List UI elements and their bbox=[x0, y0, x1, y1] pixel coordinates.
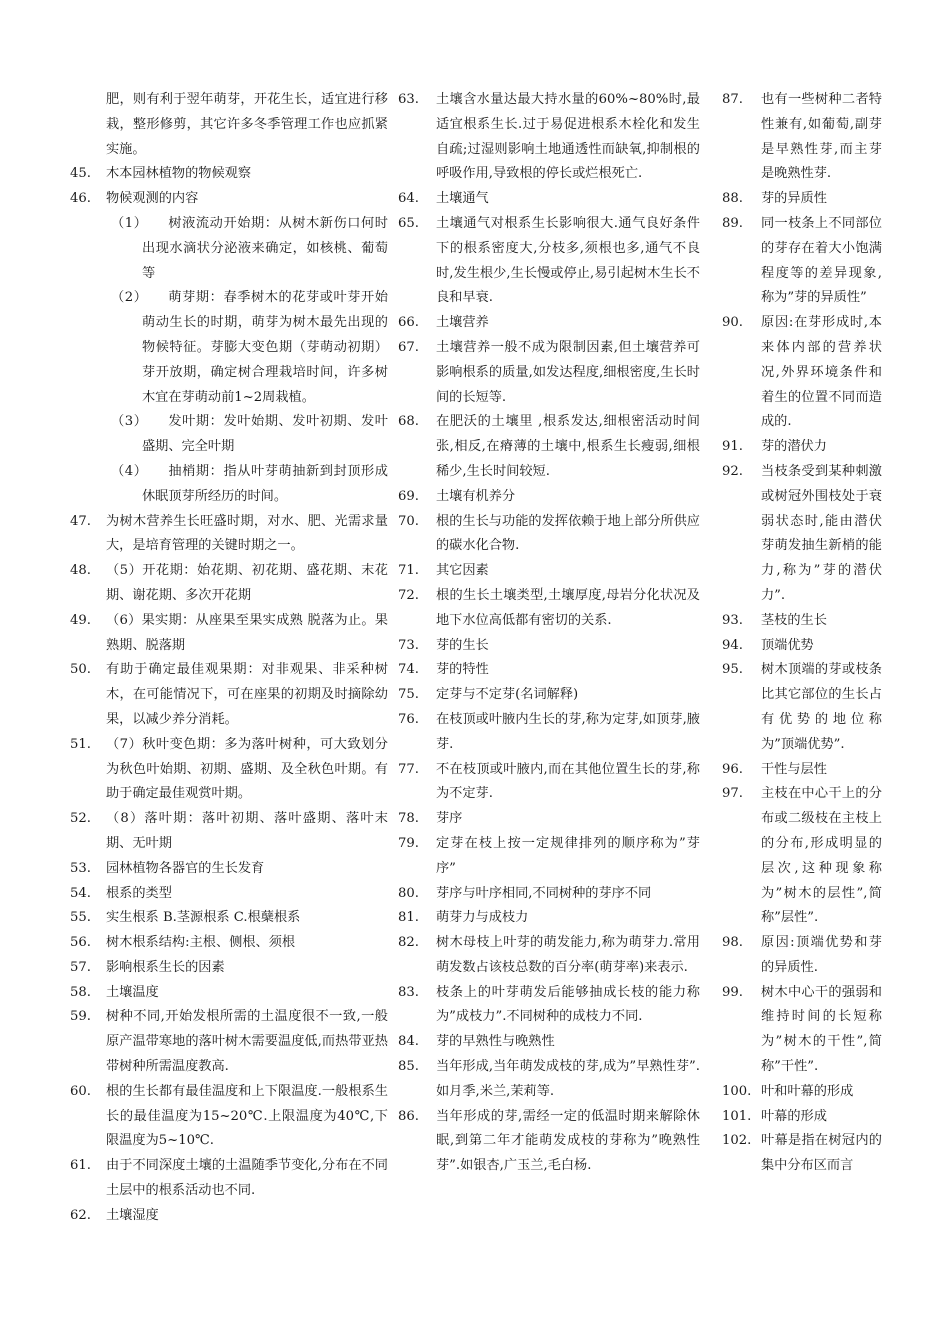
item-text: 根的生长与功能的发挥依赖于地上部分所供应的碳水化合物. bbox=[436, 513, 700, 554]
item-text: （5）开花期：始花期、初花期、盛花期、末花期、谢花期、多次开花期 bbox=[106, 563, 388, 603]
item-text: （3） 发叶期：发叶始期、发叶初期、发叶盛期、完全叶期 bbox=[111, 414, 388, 455]
list-item bbox=[722, 782, 882, 931]
item-number: 95. bbox=[722, 662, 743, 678]
list-item bbox=[398, 758, 700, 808]
list-item bbox=[70, 906, 388, 931]
list-item bbox=[722, 609, 882, 634]
item-number: 74. bbox=[398, 662, 419, 678]
item-text: 园林植物各器官的生长发育 bbox=[106, 860, 265, 876]
list-item bbox=[722, 311, 882, 435]
item-number: 90. bbox=[722, 315, 743, 331]
item-number: 73. bbox=[398, 637, 419, 653]
item-text: 干性与层性 bbox=[761, 761, 827, 777]
list-item bbox=[722, 435, 882, 460]
list-item bbox=[398, 683, 700, 708]
item-text: 定芽与不定芽(名词解释) bbox=[436, 687, 579, 703]
item-number: 67. bbox=[398, 339, 419, 355]
item-text: 原因:在芽形成时,本来体内部的营养状况,外界环境条件和着生的位置不同而造成的. bbox=[761, 315, 882, 430]
item-number: 82. bbox=[398, 935, 419, 951]
item-number: 97. bbox=[722, 786, 743, 802]
list-item bbox=[70, 956, 388, 981]
list-item bbox=[398, 708, 700, 758]
list-item bbox=[398, 336, 700, 410]
item-number: 46. bbox=[70, 191, 91, 207]
list-item bbox=[398, 559, 700, 584]
item-number: 99. bbox=[722, 984, 743, 1000]
item-text: 物候观测的内容 bbox=[106, 191, 199, 207]
list-item bbox=[398, 88, 700, 187]
item-text: 芽的特性 bbox=[436, 662, 489, 678]
list-item bbox=[70, 857, 388, 882]
item-text: （2） 萌芽期：春季树木的花芽或叶芽开始萌动生长的时期，萌芽为树木最先出现的物候特征。芽膨大变色期（芽萌动初期）芽开放期，确定树合理栽培时间，许多树木宜在芽萌动前1~2周栽植。 bbox=[111, 290, 388, 405]
item-number: 47. bbox=[70, 513, 91, 529]
list-item bbox=[398, 311, 700, 336]
item-text: 实生根系 B.茎源根系 C.根蘖根系 bbox=[106, 910, 301, 926]
list-item bbox=[722, 658, 882, 757]
list-item bbox=[398, 832, 700, 882]
item-number: 75. bbox=[398, 687, 419, 703]
item-text: 芽的早熟性与晚熟性 bbox=[436, 1034, 555, 1050]
list-item bbox=[70, 1005, 388, 1079]
item-text: 树木顶端的芽或枝条比其它部位的生长占有优势的地位称为”顶端优势”. bbox=[761, 662, 882, 752]
item-number: 70. bbox=[398, 513, 419, 529]
item-number: 93. bbox=[722, 612, 743, 628]
item-text: 当年形成,当年萌发成枝的芽,成为”早熟性芽”.如月季,米兰,茉莉等. bbox=[436, 1059, 700, 1099]
item-number: 83. bbox=[398, 984, 419, 1000]
item-number: 62. bbox=[70, 1207, 91, 1223]
list-item bbox=[398, 931, 700, 981]
item-number: 98. bbox=[722, 935, 743, 951]
list-item bbox=[398, 1030, 700, 1055]
list-item bbox=[398, 981, 700, 1031]
list-item bbox=[70, 807, 388, 857]
item-number: 92. bbox=[722, 463, 743, 479]
list-item bbox=[398, 1055, 700, 1105]
item-number: 89. bbox=[722, 215, 743, 231]
item-number: 65. bbox=[398, 215, 419, 231]
item-number: 96. bbox=[722, 761, 743, 777]
item-text: 叶幕是指在树冠内的集中分布区而言 bbox=[761, 1133, 882, 1174]
item-number: 48. bbox=[70, 563, 91, 579]
list-item bbox=[70, 1080, 388, 1154]
item-text: 土壤营养一般不成为限制因素,但土壤营养可影响根系的质量,如发达程度,细根密度,生长时间的长短等. bbox=[436, 339, 700, 405]
item-text: 树木母枝上叶芽的萌发能力,称为萌芽力.常用萌发数占该枝总数的百分率(萌芽率)来表示. bbox=[436, 935, 700, 975]
item-text: 树木中心干的强弱和维持时间的长短称为”树木的干性”,简称”干性”. bbox=[761, 984, 882, 1075]
item-text: 也有一些树种二者特性兼有,如葡萄,副芽是早熟性芽,而主芽是晚熟性芽. bbox=[761, 92, 882, 182]
item-text: 芽的异质性 bbox=[761, 191, 827, 207]
item-text: 定芽在枝上按一定规律排列的顺序称为”芽序” bbox=[436, 835, 700, 876]
item-number: 81. bbox=[398, 910, 419, 926]
item-text: 枝条上的叶芽萌发后能够抽成长枝的能力称为”成枝力”.不同树种的成枝力不同. bbox=[436, 984, 700, 1025]
list-item bbox=[70, 882, 388, 907]
item-number: 56. bbox=[70, 935, 91, 951]
list-item bbox=[70, 1204, 388, 1229]
item-number: 102. bbox=[722, 1133, 752, 1149]
list-item bbox=[70, 460, 388, 510]
item-text: 当枝条受到某种刺激或树冠外围枝处于衰弱状态时,能由潜伏芽萌发抽生新梢的能力,称为”芽的潜伏力”. bbox=[761, 463, 882, 603]
item-number: 76. bbox=[398, 711, 419, 727]
list-item bbox=[722, 212, 882, 311]
list-item bbox=[70, 187, 388, 212]
item-number: 45. bbox=[70, 166, 91, 182]
item-number: 91. bbox=[722, 439, 743, 455]
item-number: 101. bbox=[722, 1108, 752, 1124]
item-text: 叶和叶幕的形成 bbox=[761, 1083, 854, 1099]
item-number: 60. bbox=[70, 1083, 91, 1099]
item-number: 58. bbox=[70, 984, 91, 1000]
list-item bbox=[398, 906, 700, 931]
item-text: 根的生长都有最佳温度和上下限温度.一般根系生长的最佳温度为15~20℃.上限温度为40℃,下限温度为5~10℃. bbox=[106, 1083, 388, 1149]
item-text: 土壤通气 bbox=[436, 191, 489, 207]
list-item bbox=[70, 410, 388, 460]
item-text: 萌芽力与成枝力 bbox=[436, 910, 529, 926]
item-text: 原因:顶端优势和芽的异质性. bbox=[761, 935, 882, 975]
text-column-middle bbox=[398, 88, 700, 1179]
list-item bbox=[722, 931, 882, 981]
item-number: 86. bbox=[398, 1108, 419, 1124]
item-number: 72. bbox=[398, 587, 419, 603]
item-text: 土壤湿度 bbox=[106, 1207, 159, 1223]
list-item bbox=[70, 733, 388, 807]
list-item bbox=[398, 634, 700, 659]
item-number: 69. bbox=[398, 488, 419, 504]
item-number: 54. bbox=[70, 885, 91, 901]
item-text: 由于不同深度土壤的土温随季节变化,分布在不同土层中的根系活动也不同. bbox=[106, 1158, 388, 1199]
list-item bbox=[70, 212, 388, 286]
item-number: 52. bbox=[70, 811, 91, 827]
item-text: 顶端优势 bbox=[761, 637, 814, 653]
item-number: 51. bbox=[70, 736, 91, 752]
list-item bbox=[722, 88, 882, 187]
item-text: 影响根系生长的因素 bbox=[106, 959, 225, 975]
item-number: 63. bbox=[398, 92, 419, 107]
list-item bbox=[70, 286, 388, 410]
item-number: 88. bbox=[722, 191, 743, 207]
list-item bbox=[70, 162, 388, 187]
item-number: 84. bbox=[398, 1034, 419, 1050]
item-number: 80. bbox=[398, 885, 419, 901]
list-item bbox=[398, 807, 700, 832]
item-number: 100. bbox=[722, 1083, 752, 1099]
item-text: 土壤有机养分 bbox=[436, 488, 516, 504]
item-text: 土壤营养 bbox=[436, 315, 489, 331]
list-item bbox=[70, 510, 388, 560]
item-text: 为树木营养生长旺盛时期，对水、肥、光需求量大，是培育管理的关键时期之一。 bbox=[106, 513, 388, 554]
list-item bbox=[70, 981, 388, 1006]
item-number: 77. bbox=[398, 761, 419, 777]
item-number: 64. bbox=[398, 191, 419, 207]
item-text: 肥，则有利于翌年萌芽，开花生长，适宜进行移栽，整形修剪，其它许多冬季管理工作也应抓紧实施。 bbox=[106, 92, 388, 157]
item-text: （1） 树液流动开始期：从树木新伤口何时出现水滴状分泌液来确定，如核桃、葡萄等 bbox=[111, 215, 388, 281]
item-text: 土壤通气对根系生长影响很大.通气良好条件下的根系密度大,分枝多,须根也多,通气不良时,发生根少,生长慢或停止,易引起树木生长不良和早衰. bbox=[436, 215, 700, 306]
list-item bbox=[398, 212, 700, 311]
list-item bbox=[722, 634, 882, 659]
list-item bbox=[722, 758, 882, 783]
list-item bbox=[398, 584, 700, 634]
list-item bbox=[70, 559, 388, 609]
list-item bbox=[722, 981, 882, 1080]
item-text: 在枝顶或叶腋内生长的芽,称为定芽,如顶芽,腋芽. bbox=[436, 711, 700, 752]
item-text: 有助于确定最佳观果期：对非观果、非采种树木，在可能情况下，可在座果的初期及时摘除幼果，以减少养分消耗。 bbox=[106, 662, 388, 727]
item-text: 同一枝条上不同部位的芽存在着大小饱满程度等的差异现象,称为”芽的异质性” bbox=[761, 215, 882, 306]
item-text: 树种不同,开始发根所需的土温度很不一致,一般原产温带寒地的落叶树木需要温度低,而热带亚热带树种所需温度教高. bbox=[106, 1009, 388, 1075]
list-item bbox=[722, 1129, 882, 1179]
item-text: 土壤含水量达最大持水量的60%~80%时,最适宜根系生长.过于易促进根系木栓化和发生自疏;过湿则影响土地通透性而缺氧,抑制根的呼吸作用,导致根的停长或烂根死亡. bbox=[436, 92, 700, 182]
list-item bbox=[398, 1105, 700, 1179]
text-column-right bbox=[722, 88, 882, 1179]
item-text: 芽序 bbox=[436, 811, 463, 827]
item-number: 79. bbox=[398, 835, 419, 851]
item-text: 木本园林植物的物候观察 bbox=[106, 166, 252, 182]
item-text: 不在枝顶或叶腋内,而在其他位置生长的芽,称为不定芽. bbox=[436, 761, 700, 802]
list-item bbox=[722, 1105, 882, 1130]
list-item bbox=[398, 410, 700, 484]
item-text: 叶幕的形成 bbox=[761, 1108, 827, 1124]
item-number: 78. bbox=[398, 811, 419, 827]
list-item bbox=[722, 187, 882, 212]
item-text: 树木根系结构:主根、侧根、须根 bbox=[106, 935, 296, 951]
item-text: （7）秋叶变色期：多为落叶树种，可大致划分为秋色叶始期、初期、盛期、及全秋色叶期。有助于确定最佳观赏叶期。 bbox=[106, 736, 388, 802]
list-item bbox=[722, 1080, 882, 1105]
list-item bbox=[398, 658, 700, 683]
item-number: 61. bbox=[70, 1158, 91, 1174]
item-number: 85. bbox=[398, 1059, 419, 1075]
item-number: 50. bbox=[70, 662, 91, 678]
list-item bbox=[70, 658, 388, 732]
item-number: 55. bbox=[70, 910, 91, 926]
list-item bbox=[70, 609, 388, 659]
list-item bbox=[70, 1154, 388, 1204]
item-text: 芽序与叶序相同,不同树种的芽序不同 bbox=[436, 885, 652, 901]
item-number: 87. bbox=[722, 92, 743, 107]
item-number: 57. bbox=[70, 959, 91, 975]
item-text: 土壤温度 bbox=[106, 984, 159, 1000]
item-text: 根的生长土壤类型,土壤厚度,母岩分化状况及地下水位高低都有密切的关系. bbox=[436, 587, 700, 628]
list-item bbox=[398, 485, 700, 510]
item-text: 芽的生长 bbox=[436, 637, 489, 653]
item-text: 芽的潜伏力 bbox=[761, 439, 827, 455]
text-column-left bbox=[70, 88, 388, 1229]
item-number: 94. bbox=[722, 637, 743, 653]
item-number: 53. bbox=[70, 860, 91, 876]
item-number: 66. bbox=[398, 315, 419, 331]
item-text: 当年形成的芽,需经一定的低温时期来解除休眠,到第二年才能萌发成枝的芽称为”晚熟性芽”.如银杏,广玉兰,毛白杨. bbox=[436, 1108, 700, 1174]
item-text: （6）果实期：从座果至果实成熟 脱落为止。果熟期、脱落期 bbox=[106, 612, 388, 653]
item-number: 68. bbox=[398, 414, 419, 430]
list-item bbox=[398, 510, 700, 560]
list-item bbox=[722, 460, 882, 609]
item-text: （8）落叶期：落叶初期、落叶盛期、落叶末期、无叶期 bbox=[106, 811, 388, 851]
item-text: 在肥沃的土壤里 ,根系发达,细根密活动时间张,相反,在瘠薄的土壤中,根系生长瘦弱,细根稀少,生长时间较短. bbox=[436, 414, 700, 479]
item-text: 主枝在中心干上的分布或二级枝在主枝上的分布,形成明显的层次,这种现象称为”树木的层性”,简称”层性”. bbox=[761, 786, 882, 926]
item-number: 59. bbox=[70, 1009, 91, 1025]
list-item bbox=[70, 931, 388, 956]
list-item bbox=[70, 88, 388, 162]
item-number: 71. bbox=[398, 563, 419, 579]
item-text: 茎枝的生长 bbox=[761, 612, 827, 628]
item-text: （4） 抽梢期：指从叶芽萌抽新到封顶形成休眠顶芽所经历的时间。 bbox=[111, 463, 388, 504]
item-text: 根系的类型 bbox=[106, 885, 172, 901]
item-number: 49. bbox=[70, 612, 91, 628]
list-item bbox=[398, 187, 700, 212]
item-text: 其它因素 bbox=[436, 563, 489, 579]
list-item bbox=[398, 882, 700, 907]
